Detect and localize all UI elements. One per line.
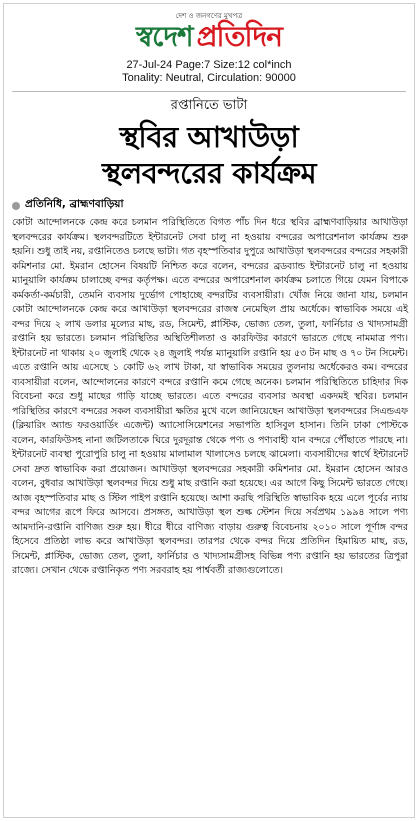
bullet-icon — [12, 202, 20, 210]
article-headline — [4, 119, 414, 191]
headline-line-1: স্থবির আখাউড়া — [119, 120, 299, 154]
logo-word-green: স্বদেশ — [136, 19, 193, 53]
article-byline — [12, 197, 414, 214]
byline-text: প্রতিনিধি, ব্রাহ্মণবাড়িয়া — [25, 198, 124, 210]
logo-word-red: প্রতিদিন — [196, 19, 282, 53]
newspaper-clipping — [3, 3, 415, 818]
divider — [12, 91, 406, 92]
article-body: কোটা আন্দোলনকে কেন্দ্র করে চলমান পরিস্থিতিতে বিগত পাঁচ দিন ধরে স্থবির ব্রাহ্মণবাড়িয়ার আখাউড়া স্থলবন্দরের কার্যক্রম। স্থলবন্দরটিতে ইন্টারনেট সেবা চালু না হওয়ায় বন্দরের অপারেশনাল কার্যক্রম শুরু হয়নি। শুধু তাই নয়, রপ্তানিতেও চলছে ভাটা। গত বৃহস্পতিবার দুপুরে আখাউড়া স্থলবন্দরের বন্দরের সহকারী কমিশনার মো. ইমরান হোসেন বিষয়টি নিশ্চিত করে বলেন, বন্দরের ব্রডব্যান্ড ইন্টারনেট চালু না হওয়ায় ম্যানুয়ালি কার্যক্রম চালাচ্ছে বন্দর কর্তৃপক্ষ। এতে বন্দরের অপারেশনাল কার্যক্রম চলাতে গিয়ে যেমন বিপাকে কর্মকর্তা-কর্মচারী, তেমনি ব্যবসায় দুর্ভোগ পোহাচ্ছে বন্দরটির ব্যবসায়ীরা। খোঁজ নিয়ে জানা যায়, চলমান কোটা আন্দোলনকে কেন্দ্র করে আখাউড়া স্থলবন্দরের রাজস্ব নেমেছিল প্রায় অর্ধেকে। স্বাভাবিক সময়ে এই বন্দর দিয়ে ২ লাখ ডলার মূল্যের মাছ, রড, সিমেন্ট, প্লাস্টিক, ভোজ্য তেল, তুলা, ফার্নিচার ও খাদ্যসামগ্রী রপ্তানি হয় ভারতে। চলমান পরিস্থিতির অস্থিতিশীলতা ও কারফিউর কারণে ভারতে গেছে নামমাত্র পণ্য। ইন্টারনেট না থাকায় ২০ জুলাই থেকে ২৪ জুলাই পর্যন্ত ম্যানুয়ালি রপ্তানি হয় ৫৩ টন মাছ ও ৭০ টন সিমেন্ট। এতে রপ্তানি আয় এসেছে ১ কোটি ৬২ লাখ টাকা, যা স্বাভাবিক সময়ের তুলনায় অর্ধেকেরও কম। বন্দরের ব্যবসায়ীরা বলেন, আন্দোলনের কারণে বন্দরে রপ্তানি কমে গেছে অনেক। চলমান পরিস্থিতিতে চাহিদার দিক বিবেচনা করে শুধু মাছের গাড়ি যাচ্ছে ভারতে। এতে বন্দরের ব্যবসার অবস্থা একদমই স্থবির। চলমান পরিস্থিতির কারণে বন্দরের সকল ব্যবসায়ীরা ক্ষতির মুখে বলে জানিয়েছেন আখাউড়া স্থলবন্দরের সিএন্ডএফ (ক্লিয়ারিং অ্যান্ড ফরওয়ার্ডিং এজেন্ট) অ্যাসোসিয়েশনের সভাপতি হাসিবুল হাসান। তিনি ঢাকা পোস্টকে বলেন, কারফিউসহ নানা জটিলতাকে ঘিরে দুরদূরান্ত থেকে পণ্য ও পণ্যবাহী যান বন্দরে পৌঁছাতে পারছে না। ইন্টারনেট ব্যবস্থা পুরোপুরি চালু না হওয়ায় মালামাল খালাসেও চলছে ঝামেলা। ব্যবসায়ীদের স্বার্থে ইন্টারনেট সেবা দ্রুত স্বাভাবিক করা প্রয়োজন। আখাউড়া স্থলবন্দরের সহকারী কমিশনার মো. ইমরান হোসেন আরও বলেন, বুধবার আখাউড়া স্থলবন্দর দিয়ে শুধু মাছ রপ্তানি করা হয়েছে। এর আগে কিছু সিমেন্ট ভারতে গেছে। আজ বৃহস্পতিবার মাছ ও স্টিল পাইপ রপ্তানি হয়েছে। আশা করছি পরিস্থিতি স্বাভাবিক হয়ে এলে পূর্বের ন্যায় বন্দর আগের রূপে ফিরে আসবে। প্রসঙ্গত, আখাউড়া স্থল শুল্ক স্টেশন দিয়ে সর্বপ্রথম ১৯৯৪ সালে পণ্য আমদানি-রপ্তানি বাণিজ্য শুরু হয়। ধীরে ধীরে বাণিজ্য বাড়ায় গুরুত্ব বিবেচনায় ২০১০ সালে পূর্ণাঙ্গ বন্দর হিসেবে প্রতিষ্ঠা লাভ করে আখাউড়া স্থলবন্দর। তারপর থেকে বন্দর দিয়ে প্রতিদিন হিমায়িত মাছ, রড, সিমেন্ট, প্লাস্টিক, ভোজ্য তেল, তুলা, ফার্নিচার ও খাদ্যসামগ্রীসহ বিভিন্ন পণ্য রপ্তানি হয় ভারতের ত্রিপুরা রাজ্যে। সেখান থেকে রপ্তানিকৃত পণ্য সরবরাহ হয় পার্শ্ববর্তী রাজ্যগুলোতে। — [12, 217, 408, 576]
headline-line-2: স্থলবন্দরের কার্যক্রম — [101, 156, 317, 190]
clipping-date-page: 27-Jul-24 Page:7 Size:12 col*inch — [126, 59, 292, 71]
masthead-tagline: দেশ ও জনগণের মুখপত্র — [175, 11, 243, 20]
clipping-meta — [4, 59, 414, 85]
newspaper-logo — [136, 19, 282, 53]
masthead — [4, 4, 414, 56]
clipping-tonality: Tonality: Neutral, Circulation: 90000 — [122, 72, 296, 84]
article-kicker: রপ্তানিতে ভাটা — [170, 98, 248, 113]
